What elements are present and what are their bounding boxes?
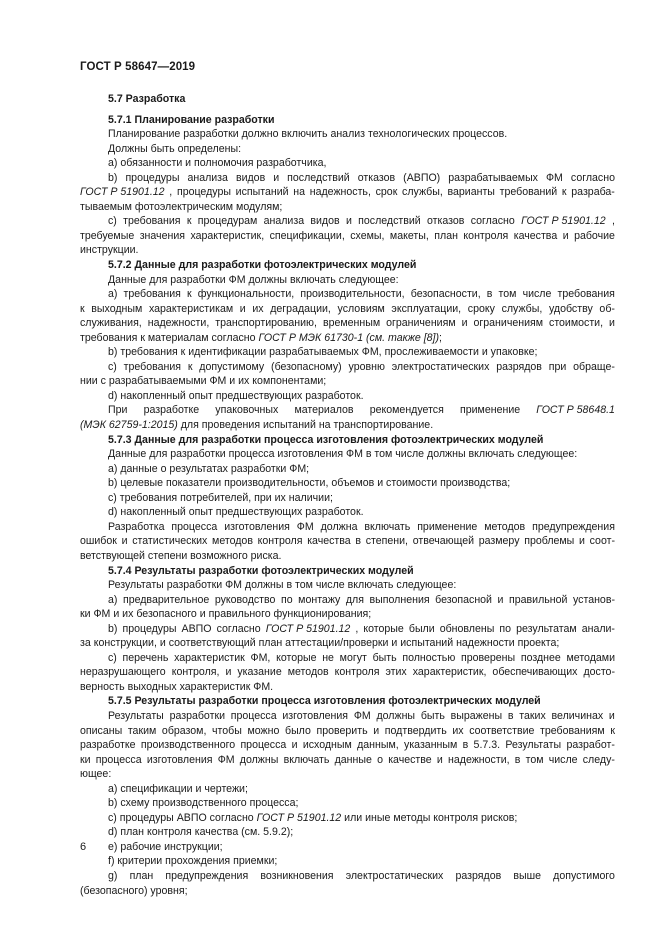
text-line: верность выходных характеристик ФМ. [80,680,274,693]
text-line: c) перечень характеристик ФМ, которые не могут быть полностью проверены позднее методами [108,651,615,664]
text-line: b) требования к идентификации разрабатываемых ФМ, прослеживаемости и упаковке; [108,346,538,359]
text-line: a) требования к функциональности, производительности, безопасности, в том числе требования [108,288,615,301]
text-line: разработке производственного процесса и исходным данным, указанным в 5.7.3. Результаты разработ- [80,739,615,752]
text-line: c) требования к процедурам анализа видов и последствий отказов согласно ГОСТ Р 51901.12 , [108,215,615,228]
text-line: описаны таким образом, чтобы можно было проверить и подтвердить их соответствие требованиям к [80,724,615,737]
text-line: a) спецификации и чертежи; [108,782,248,795]
text-line: При разработке упаковочных материалов рекомендуется применение ГОСТ Р 58648.1 [108,404,615,417]
text-line: ющее: [80,768,112,781]
text-line: требуемые значения характеристик, спецификации, схемы, макеты, план контроля качества и рабочие [80,229,615,242]
text-line: f) критерии прохождения приемки; [108,855,278,868]
text-line: c) требования потребителей, при их наличии; [108,491,333,504]
section-heading: 5.7.2 Данные для разработки фотоэлектрических модулей [108,259,417,272]
section-heading: 5.7.3 Данные для разработки процесса изготовления фотоэлектрических модулей [108,433,544,446]
text-line: c) требования к допустимому (безопасному) уровню электростатических разрядов при обраще- [108,360,615,373]
text-line: d) план контроля качества (см. 5.9.2); [108,826,294,839]
text-line: тываемым фотоэлектрическим модулям; [80,200,283,213]
text-line: за конструкции, и соответствующий план аттестации/проверки и испытаний надежности проекта; [80,637,560,650]
text-line: Данные для разработки ФМ должны включать следующее: [108,273,399,286]
text-line: Результаты разработки ФМ должны в том числе включать следующее: [108,579,457,592]
text-line: a) обязанности и полномочия разработчика, [108,157,327,170]
text-line: d) накопленный опыт предшествующих разработок. [108,506,364,519]
text-line: нии с разрабатываемыми ФМ и их компонентами; [80,375,327,388]
text-line: ГОСТ Р 51901.12 , процедуры испытаний на надежность, срок службы, варианты требований к разраба- [80,186,615,199]
text-line: Разработка процесса изготовления ФМ должна включать применение методов предупреждения [108,520,615,533]
text-line: Результаты разработки процесса изготовления ФМ должны быть выражены в таких величинах и [108,709,615,722]
page-number: 6 [80,841,87,853]
text-line: (безопасного) уровня; [80,884,188,897]
document-header: ГОСТ Р 58647—2019 [80,61,196,73]
text-line: b) целевые показатели производительности, объемов и стоимости производства; [108,477,511,490]
document-body [80,92,615,898]
text-line: Должны быть определены: [108,142,242,155]
text-line: a) предварительное руководство по монтажу для выполнения безопасной и правильной установ- [108,593,615,606]
text-line: требования к материалам согласно ГОСТ Р МЭК 61730-1 (см. также [8]); [80,331,442,344]
text-line: ки ФМ и их безопасного и правильного функционирования; [80,608,372,621]
text-line: ки процесса изготовления ФМ должны включать данные о качестве и надежности, в том числе следу- [80,753,615,766]
text-line: e) рабочие инструкции; [108,840,223,853]
section-heading: 5.7.4 Результаты разработки фотоэлектрических модулей [108,564,414,577]
text-line: g) план предупреждения возникновения электростатических разрядов выше допустимого [108,869,615,882]
text-line: ветствующей степени возможного риска. [80,549,282,562]
text-line: служивания, надежности, транспортированию, временным ограничениям и ограничениям стоимости, и [80,317,615,330]
text-line: c) процедуры АВПО согласно ГОСТ Р 51901.12 или иные методы контроля рисков; [108,811,518,824]
section-heading: 5.7.1 Планирование разработки [108,113,275,126]
text-line: Данные для разработки процесса изготовления ФМ в том числе должны включать следующее: [108,448,578,461]
text-line: b) процедуры анализа видов и последствий отказов (АВПО) разрабатываемых ФМ согласно [108,171,615,184]
text-line: d) накопленный опыт предшествующих разработок. [108,389,364,402]
text-line: b) процедуры АВПО согласно ГОСТ Р 51901.12 , которые были обновлены по результатам анали- [108,622,615,635]
text-line: a) данные о результатах разработки ФМ; [108,462,310,475]
section-heading: 5.7.5 Результаты разработки процесса изготовления фотоэлектрических модулей [108,695,541,708]
text-line: (МЭК 62759-1:2015) для проведения испытаний на транспортирование. [80,419,434,432]
text-line: ошибок и статистических методов контроля качества в степени, отвечающей размеру проблемы и соот- [80,535,615,548]
text-line: инструкции. [80,244,139,257]
text-line: к выходным характеристикам и их деградации, условиям эксплуатации, сроку службы, удобству об- [80,302,615,315]
text-line: неразрушающего контроля, и указание методов контроля этих характеристик, обеспечивающих досто- [80,666,615,679]
text-line: Планирование разработки должно включить анализ технологических процессов. [108,128,508,141]
text-line: b) схему производственного процесса; [108,797,299,810]
section-heading: 5.7 Разработка [108,93,186,105]
